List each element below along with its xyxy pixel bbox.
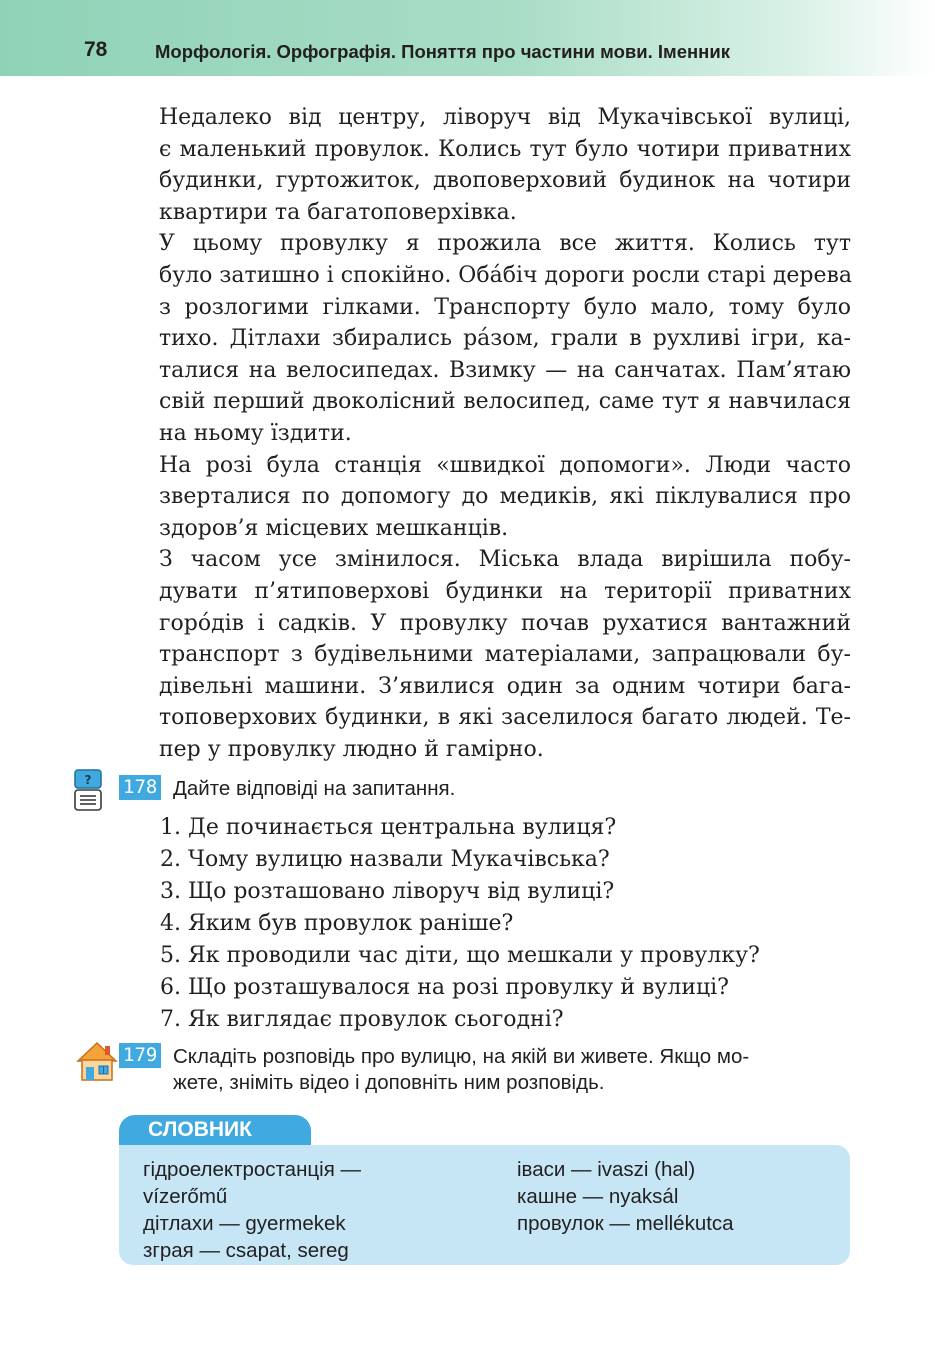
dictionary-left-column <box>143 1156 361 1264</box>
list-item: 7. Як виглядає провулок сьогодні? <box>160 1007 564 1032</box>
list-item: 5. Як проводили час діти, що мешкали у провулку? <box>160 943 760 968</box>
text-line: талися на велосипедах. Взимку — на санчатах. Пам’ятаю <box>159 357 851 383</box>
text-line: будинки, гуртожиток, двоповерховий будинок на чотири <box>159 168 851 194</box>
list-item: 2. Чому вулицю назвали Мукачівська? <box>160 847 610 872</box>
question-list <box>160 812 760 1036</box>
paragraph-2 <box>118 228 851 449</box>
paragraph-4 <box>118 544 851 765</box>
text-line: горо́дів і садків. У провулку почав рухатися вантажний <box>159 610 851 636</box>
svg-text:?: ? <box>84 773 92 787</box>
task-178-instruction: Дайте відповіді на запитання. <box>173 777 456 800</box>
house-icon <box>75 1040 119 1082</box>
passage <box>118 102 851 765</box>
text-line: з розлогими гілками. Транспорту було мало, тому було <box>159 294 851 320</box>
dictionary-right-column <box>517 1156 734 1237</box>
task-number-179: 179 <box>119 1043 161 1068</box>
paragraph-3 <box>118 450 851 545</box>
text-line: зверталися по допомогу до медиків, які піклувалися про <box>159 484 851 510</box>
page-header <box>0 0 935 76</box>
dictionary-title: СЛОВНИК <box>148 1118 252 1141</box>
text-line: дувати п’ятиповерхові будинки на території приватних <box>159 578 851 604</box>
text-line: є маленький провулок. Колись тут було чотири приватних <box>159 136 851 162</box>
page-number: 78 <box>84 38 108 61</box>
dictionary-entry: зграя — csapat, sereg <box>143 1239 349 1262</box>
dictionary-entry: vízerőmű <box>143 1185 228 1208</box>
list-item: 6. Що розташувалося на розі провулку й вулиці? <box>160 975 729 1000</box>
text-line: пер у провулку людно й гамірно. <box>159 736 544 762</box>
text-line: З часом усе змінилося. Міська влада вирішила побу- <box>159 547 851 573</box>
text-line: на ньому їздити. <box>159 420 352 446</box>
dictionary-entry: гідроелектростанція — <box>143 1158 361 1181</box>
text-line: дівельні машини. З’явилися один за одним чотири бага- <box>159 673 851 699</box>
list-item: 3. Що розташовано ліворуч від вулиці? <box>160 879 615 904</box>
paragraph-1 <box>118 102 851 228</box>
dictionary-entry: іваси — ivaszi (hal) <box>517 1158 696 1181</box>
text-line: квартири та багатоповерхівка. <box>159 199 517 225</box>
dictionary-entry: кашне — nyaksál <box>517 1185 679 1208</box>
running-title: Морфологія. Орфографія. Поняття про частини мови. Іменник <box>155 41 730 62</box>
dictionary-entry: дітлахи — gyermekek <box>143 1212 346 1235</box>
text-line: тихо. Дітлахи збирались ра́зом, грали в рухливі ігри, ка- <box>159 326 851 352</box>
text-line: Недалеко від центру, ліворуч від Мукачівської вулиці, <box>159 105 851 130</box>
text-line: транспорт з будівельними матеріалами, запрацювали бу- <box>159 642 851 668</box>
text-line: свій перший двоколісний велосипед, саме тут я навчилася <box>159 389 851 415</box>
text-line: здоров’я місцевих мешканців. <box>159 515 509 541</box>
question-card-icon <box>72 768 104 812</box>
task-number-178: 178 <box>119 775 161 800</box>
task-179-line-1: Складіть розповідь про вулицю, на якій ви живете. Якщо мо- <box>173 1045 750 1068</box>
list-item: 4. Яким був провулок раніше? <box>160 911 514 936</box>
text-line: було затишно і спокійно. Оба́біч дороги росли старі дерева <box>159 262 852 288</box>
text-line: На розі була станція «швидкої допомоги». Люди часто <box>159 452 851 478</box>
list-item: 1. Де починається центральна вулиця? <box>160 815 617 840</box>
task-179-line-2: жете, зніміть відео і доповніть ним розповідь. <box>173 1071 605 1094</box>
text-line: У цьому провулку я прожила все життя. Колись тут <box>159 231 851 257</box>
dictionary-entry: провулок — mellékutca <box>517 1212 734 1235</box>
text-line: топоверхових будинки, в які заселилося багато людей. Те- <box>159 705 851 731</box>
